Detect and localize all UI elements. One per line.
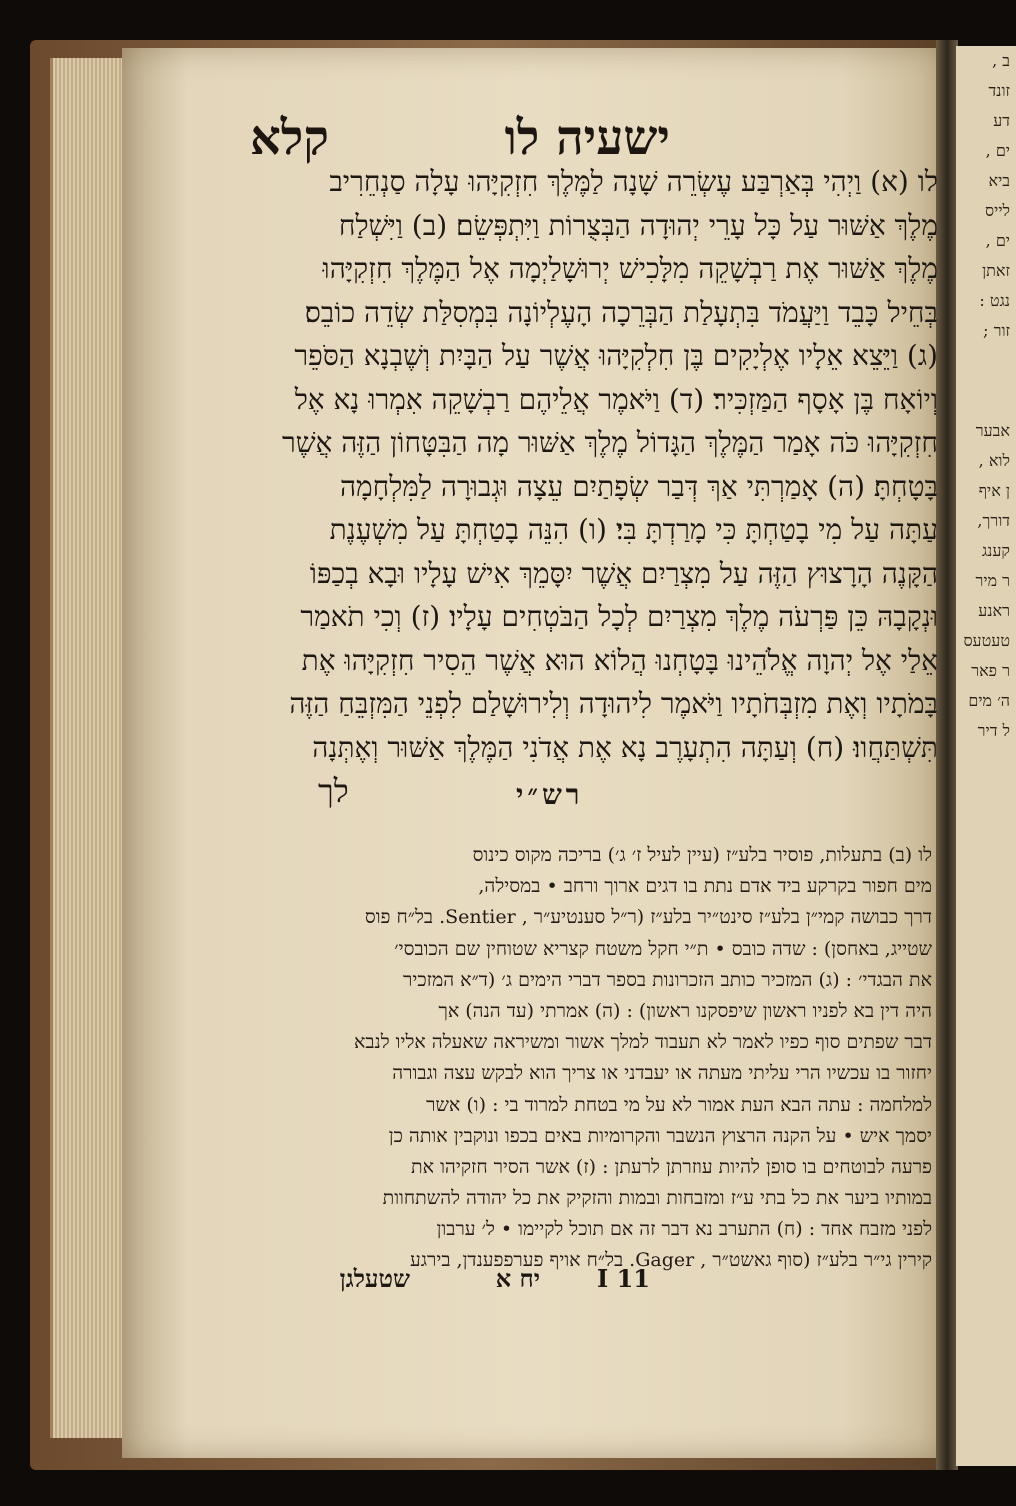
facing-page-line: דורך,	[977, 511, 1010, 530]
commentary-line: יסמך איש • על הקנה הרצוץ הנשבר והקרומיות באים בכפו ונוקבין אותה כן	[388, 1124, 932, 1147]
commentary-line: דרך כבושה קמי״ן בלע״ז סינט״יר בלע״ז (ר״ל סענטיע״ר , Sentier. בל״ח פוס	[364, 906, 932, 929]
text-line: וּנְקָבָהּ כֵּן פַּרְעֹה מֶלֶךְ מִצְרַיִם לְכָל הַבֹּטְחִים עָלָיו׃ (ז) וְכִי תֹאמַר	[300, 600, 938, 633]
commentary-line: היה דין בא לפניו ראשון שיפסקנו ראשון) : (ה) אמרתי (עד הנה) אך	[438, 999, 932, 1022]
text-line: מֶלֶךְ אַשּׁוּר אֶת רַבְשָׁקֵה מִלָּכִישׁ יְרוּשָׁלַיְמָה אֶל הַמֶּלֶךְ חִזְקִיָּהוּ	[322, 252, 938, 285]
text-line: מֶלֶךְ אַשּׁוּר עַל כָּל עָרֵי יְהוּדָה הַבְּצֻרוֹת וַיִּתְפְּשֵׂם׃ (ב) וַיִּשְׁלַח	[338, 208, 938, 242]
facing-page-line: טעטעס	[963, 631, 1010, 650]
commentary-line: יחזור בו עכשיו הרי עליתי מעתה או יעבדני או צריך הוא לבקש עצה וגבורה	[392, 1062, 932, 1085]
commentary-line: שטייג, באחסן) : שדה כובס • ת״י חקל משטח קצריא שטוחין שם הכובסי׳	[394, 937, 932, 960]
text-line: בָּמֹתָיו וְאֶת מִזְבְּחֹתָיו וַיֹּאמֶר לִיהוּדָה וְלִירוּשָׁלַם לִפְנֵי הַמִּזְבֵּחַ הַזֶּה	[289, 687, 938, 720]
facing-page-line: ן איף	[978, 481, 1010, 500]
text-line: (ג) וַיֵּצֵא אֵלָיו אֶלְיָקִים בֶּן חִלְקִיָּהוּ אֲשֶׁר עַל הַבָּיִת וְשֶׁבְנָא הַסֹּפֵר	[294, 339, 938, 372]
commentary-line: מים חפור בקרקע ביד אדם נתת בו דגים ארוך ורחב • במסילה,	[478, 875, 932, 898]
facing-page-line: אבער	[975, 421, 1010, 440]
running-head: ישעיה לו	[504, 110, 670, 166]
commentary-title: רש״י	[516, 778, 584, 811]
facing-page-line: ב ,	[992, 51, 1010, 70]
signature-right: 11 I	[597, 1264, 650, 1293]
text-line: עַתָּה עַל מִי בָטַחְתָּ כִּי מָרַדְתָּ בִּי׃ (ו) הִנֵּה בָטַחְתָּ עַל מִשְׁעֶנֶת	[329, 513, 938, 546]
text-line: וְיוֹאָח בֶּן אָסָף הַמַּזְכִּיר׃ (ד) וַיֹּאמֶר אֲלֵיהֶם רַבְשָׁקֵה אִמְרוּ נָא אֶל	[294, 382, 938, 416]
facing-page-line: זאתן	[982, 261, 1010, 280]
text-line: אֵלַי אֶל יְהוָה אֱלֹהֵינוּ בָּטָחְנוּ הֲלוֹא הוּא אֲשֶׁר הֵסִיר חִזְקִיָּהוּ אֶת	[301, 643, 938, 677]
facing-page-line: ים ,	[985, 141, 1010, 160]
facing-page-line: ים ,	[985, 231, 1010, 250]
facing-page-line: דע	[993, 111, 1010, 130]
commentary-line: לפני מזבח אחד : (ח) התערב נא דבר זה אם תוכל לקיימו • ל׳ ערבון	[436, 1218, 932, 1241]
facing-page-line: ביא	[988, 171, 1010, 190]
facing-page-line: לוא ,	[978, 451, 1010, 470]
book-gutter	[936, 40, 958, 1470]
facing-page-line: ר מיר	[975, 571, 1010, 590]
text-line: חִזְקִיָּהוּ כֹּה אָמַר הַמֶּלֶךְ הַגָּדוֹל מֶלֶךְ אַשּׁוּר מָה הַבִּטָּחוֹן הַזֶּה אֲשֶׁר	[281, 426, 938, 459]
commentary-line: במותיו ביער את כל בתי ע״ז ומזבחות ובמות והזקיק את כל יהודה להשתחוות	[382, 1187, 932, 1210]
rashi-commentary	[212, 840, 932, 1277]
commentary-line: דבר שפתים סוף כפיו לאמר לא תעבוד למלך אשור ומשיראה שאעלה אליו לנבא	[353, 1031, 932, 1054]
text-line: הַקָּנֶה הָרָצוּץ הַזֶּה עַל מִצְרַיִם אֲשֶׁר יִסָּמֵךְ אִישׁ עָלָיו וּבָא בְכַפּוֹ	[309, 556, 938, 590]
commentary-line: לו (ב) בתעלות, פוסיר בלע״ז (עיין לעיל ז׳ ג׳) בריכה מקוס כינוס	[472, 844, 932, 866]
printer-signature	[290, 1264, 650, 1304]
commentary-line: פרעה לבוטחים בו סופן להיות עוזרתן לרעתן : (ז) אשר הסיר חזקיהו את	[411, 1155, 932, 1178]
facing-page-line: זונד	[988, 81, 1010, 100]
facing-page-fragment	[956, 46, 1016, 1466]
text-line: בָּטָחְתָּ׃ (ה) אָמַרְתִּי אַךְ דְּבַר שְׂפָתַיִם עֵצָה וּגְבוּרָה לַמִּלְחָמָה	[339, 469, 938, 503]
facing-page-line	[956, 346, 1016, 416]
commentary-line: את הבגדי׳ : (ג) המזכיר כותב הזכרונות בספר דברי הימים ג׳ (ד״א המזכיר	[403, 968, 932, 991]
catchword: לך	[318, 772, 349, 810]
signature-middle: יח א	[495, 1264, 540, 1293]
text-line: תִּשְׁתַּחֲווּ׃ (ח) וְעַתָּה הִתְעָרֶב נָא אֶת אֲדֹנִי הַמֶּלֶךְ אַשּׁוּר וְאֶתְּנָה	[312, 730, 938, 764]
scripture-text	[218, 160, 938, 769]
commentary-line: קירין גי״ר בלע״ז (סוף גאשט״ר , Gager. בל״ח אויף פערפפענדן, בירגע	[410, 1249, 932, 1272]
page-edges	[50, 58, 133, 1438]
facing-page-line: נגט :	[979, 291, 1010, 310]
text-line: בְּחֵיל כָּבֵד וַיַּעֲמֹד בִּתְעָלַת הַבְּרֵכָה הָעֶלְיוֹנָה בִּמְסִלַּת שְׂדֵה כוֹבֵס׃	[304, 295, 938, 329]
facing-page-line: ראנע	[978, 601, 1010, 620]
facing-page-line: ר פאר	[971, 661, 1010, 680]
facing-page-line: לייס	[985, 201, 1010, 220]
folio-number: קלא	[250, 110, 329, 166]
facing-page-line: ה׳ מים	[968, 691, 1010, 710]
commentary-line: למלחמה : עתה הבא העת אמור לא על מי בטחת למרוד בי : (ו) אשר	[426, 1093, 932, 1116]
facing-page-line: קענג	[981, 541, 1010, 560]
facing-page-line: ל דיר	[977, 721, 1010, 740]
facing-page-line: זור ;	[983, 321, 1010, 340]
signature-left: שטעלגן	[339, 1264, 410, 1293]
text-line: לו (א) וַיְהִי בְּאַרְבַּע עֶשְׂרֵה שָׁנָה לַמֶּלֶךְ חִזְקִיָּהוּ עָלָה סַנְחֵרִיב	[329, 165, 938, 198]
